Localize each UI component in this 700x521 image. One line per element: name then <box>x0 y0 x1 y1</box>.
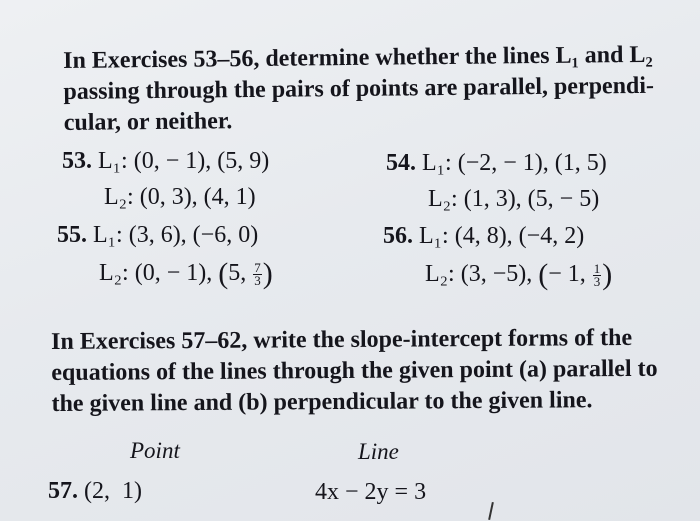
pen-mark <box>488 502 494 520</box>
fraction-denominator: 3 <box>254 272 261 288</box>
heading-line: cular, or neither. <box>63 108 233 136</box>
line-l2: L₂: (1, 3), (5, − 5) <box>428 186 600 212</box>
fraction-numerator: 7 <box>254 259 261 275</box>
column-header-line: Line <box>358 439 399 464</box>
heading-line: In Exercises 53–56, determine whether the lines L₁ and L₂ <box>63 41 653 74</box>
line-l1: L₁: (−2, − 1), (1, 5) <box>422 150 607 176</box>
line-l1: L₁: (3, 6), (−6, 0) <box>93 222 259 248</box>
heading-line: the given line and (b) perpendicular to the given line. <box>51 387 593 417</box>
exercise-number: 57. <box>48 478 78 504</box>
exercise-57-line-equation: 4x − 2y = 3 <box>315 479 427 505</box>
exercise-53-line2 <box>104 184 256 211</box>
exercise-number: 56. <box>383 223 413 249</box>
exercise-number: 55. <box>57 222 87 248</box>
line-l1: L₁: (0, − 1), (5, 9) <box>98 148 270 174</box>
point-coordinate: 5, <box>228 260 253 286</box>
fraction-numerator: 1 <box>593 260 601 276</box>
exercise-heading-57-62 <box>51 323 692 420</box>
heading-line: equations of the lines through the given point (a) parallel to <box>51 355 658 386</box>
exercise-57-row <box>48 478 142 505</box>
exercise-54-line1 <box>386 150 607 177</box>
fraction-denominator: 3 <box>593 273 601 289</box>
fraction <box>593 260 602 289</box>
exercise-56-line1 <box>383 223 584 250</box>
exercise-55-line1 <box>57 222 258 249</box>
point-coordinate: − 1, <box>548 261 592 287</box>
line-l2-prefix: L₂: (3, −5), <box>425 261 539 287</box>
exercise-53-line1 <box>62 148 269 175</box>
line-l2-prefix: L₂: (0, − 1), <box>99 260 219 286</box>
exercise-number: 53. <box>62 148 92 174</box>
heading-line: passing through the pairs of points are parallel, perpendi- <box>63 72 655 105</box>
exercise-55-line2: L₂: (0, − 1), (5, $\frac{7}{3}$ ) <box>99 257 273 290</box>
exercise-56-line2: L₂: (3, −5), (− 1, $\frac{1}{3}$ ) <box>425 258 613 291</box>
fraction <box>253 259 262 288</box>
line-l1: L₁: (4, 8), (−4, 2) <box>419 223 585 249</box>
exercise-number: 54. <box>386 150 416 176</box>
line-l2: L₂: (0, 3), (4, 1) <box>104 184 256 210</box>
point-value: (2, 1) <box>84 478 142 504</box>
exercise-54-line2 <box>428 186 599 213</box>
heading-line: In Exercises 57–62, write the slope-intercept forms of the <box>51 324 633 355</box>
exercise-heading-53-56 <box>63 40 684 139</box>
column-header-point: Point <box>130 438 180 463</box>
